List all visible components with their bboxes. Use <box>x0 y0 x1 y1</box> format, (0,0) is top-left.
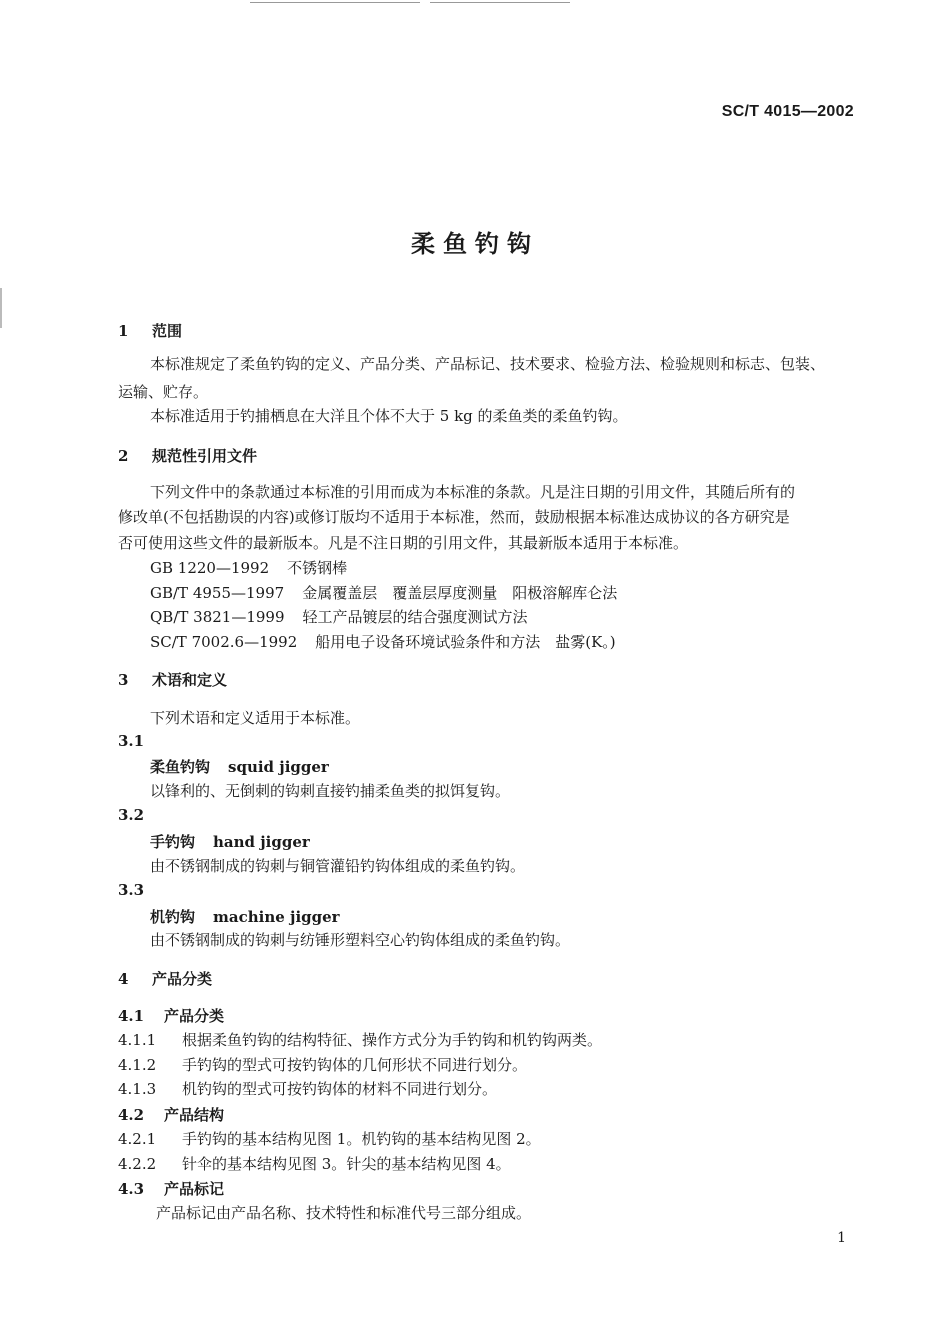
reference-title: 船用电子设备环境试验条件和方法 盐雾(K。) <box>315 633 616 651</box>
clause-text: 机钓钩的型式可按钓钩体的材料不同进行划分。 <box>182 1080 498 1098</box>
term-definition: 以锋利的、无倒刺的钩刺直接钓捕柔鱼类的拟饵复钩。 <box>150 782 511 800</box>
section-title: 规范性引用文件 <box>152 447 258 465</box>
clause-4-1-1 <box>118 1029 602 1050</box>
clause-4-2-1 <box>118 1128 541 1149</box>
term-number: 3.3 <box>118 881 145 899</box>
clause-4-1-3 <box>118 1078 497 1099</box>
subsection-heading <box>118 1005 224 1026</box>
section-number: 1 <box>118 322 129 340</box>
reference-title: 不锈钢棒 <box>287 559 348 577</box>
section-title: 术语和定义 <box>152 671 228 689</box>
scan-artifact-mark <box>0 288 2 328</box>
reference-code: GB 1220—1992 <box>150 559 270 577</box>
subsection-number: 4.1 <box>118 1007 145 1025</box>
term-en: hand jigger <box>213 833 310 851</box>
term-en: machine jigger <box>213 908 340 926</box>
clause-number: 4.1.2 <box>118 1056 157 1074</box>
section-3-intro: 下列术语和定义适用于本标准。 <box>150 709 361 727</box>
standard-code: SC/T 4015—2002 <box>721 103 854 120</box>
clause-text: 手钓钩的型式可按钓钩体的几何形状不同进行划分。 <box>182 1056 528 1074</box>
term-definition: 由不锈钢制成的钩刺与纺锤形塑料空心钓钩体组成的柔鱼钓钩。 <box>150 931 571 949</box>
section-4-heading <box>118 968 212 989</box>
section-1-heading <box>118 320 182 341</box>
term-heading <box>150 906 340 927</box>
clause-number: 4.1.3 <box>118 1080 157 1098</box>
term-number: 3.1 <box>118 732 145 750</box>
reference-item <box>150 631 616 652</box>
section-title: 范围 <box>152 322 183 340</box>
section-2-para-line2: 修改单(不包括勘误的内容)或修订版均不适用于本标准，然而，鼓励根据本标准达成协议的各方研究是 <box>118 508 790 526</box>
clause-4-3-text: 产品标记由产品名称、技术特性和标准代号三部分组成。 <box>156 1204 532 1222</box>
term-heading <box>150 756 329 777</box>
subsection-title: 产品结构 <box>164 1106 225 1124</box>
subsection-title: 产品分类 <box>164 1007 225 1025</box>
reference-item <box>150 582 617 603</box>
term-cn: 柔鱼钓钩 <box>150 758 211 776</box>
section-number: 2 <box>118 447 129 465</box>
term-heading <box>150 831 310 852</box>
section-2-para-line3: 否可使用这些文件的最新版本。凡是不注日期的引用文件，其最新版本适用于本标准。 <box>118 534 689 552</box>
subsection-number: 4.2 <box>118 1106 145 1124</box>
section-2-para-line1: 下列文件中的条款通过本标准的引用而成为本标准的条款。凡是注日期的引用文件，其随后所有的 <box>150 483 796 501</box>
subsection-heading <box>118 1104 224 1125</box>
section-title: 产品分类 <box>152 970 213 988</box>
clause-number: 4.1.1 <box>118 1031 157 1049</box>
section-1-para2: 本标准适用于钓捕栖息在大洋且个体不大于 5 kg 的柔鱼类的柔鱼钓钩。 <box>150 407 628 425</box>
reference-code: QB/T 3821—1999 <box>150 608 285 626</box>
term-number: 3.2 <box>118 806 145 824</box>
clause-4-2-2 <box>118 1153 511 1174</box>
clause-text: 手钓钩的基本结构见图 1。机钓钩的基本结构见图 2。 <box>182 1130 541 1148</box>
section-3-heading <box>118 669 227 690</box>
reference-title: 金属覆盖层 覆盖层厚度测量 阳极溶解库仑法 <box>302 584 618 602</box>
reference-title: 轻工产品镀层的结合强度测试方法 <box>302 608 528 626</box>
section-number: 4 <box>118 970 129 988</box>
clause-text: 针伞的基本结构见图 3。针尖的基本结构见图 4。 <box>182 1155 511 1173</box>
section-1-para1-line2: 运输、贮存。 <box>118 383 209 401</box>
scan-artifact-line <box>250 2 420 3</box>
page-number: 1 <box>837 1230 846 1246</box>
term-cn: 手钓钩 <box>150 833 196 851</box>
reference-item <box>150 557 347 578</box>
term-cn: 机钓钩 <box>150 908 196 926</box>
clause-text: 根据柔鱼钓钩的结构特征、操作方式分为手钓钩和机钓钩两类。 <box>182 1031 603 1049</box>
clause-number: 4.2.1 <box>118 1130 157 1148</box>
reference-code: SC/T 7002.6—1992 <box>150 633 298 651</box>
document-title: 柔鱼钓钩 <box>411 229 539 258</box>
scan-artifact-line <box>430 2 570 3</box>
section-number: 3 <box>118 671 129 689</box>
subsection-number: 4.3 <box>118 1180 145 1198</box>
clause-4-1-2 <box>118 1054 527 1075</box>
subsection-title: 产品标记 <box>164 1180 225 1198</box>
section-2-heading <box>118 445 257 466</box>
clause-number: 4.2.2 <box>118 1155 157 1173</box>
section-1-para1-line1: 本标准规定了柔鱼钓钩的定义、产品分类、产品标记、技术要求、检验方法、检验规则和标志、包装、 <box>150 355 826 373</box>
term-en: squid jigger <box>228 758 329 776</box>
subsection-heading <box>118 1178 224 1199</box>
term-definition: 由不锈钢制成的钩刺与铜管灌铅钓钩体组成的柔鱼钓钩。 <box>150 857 526 875</box>
reference-item <box>150 606 528 627</box>
reference-code: GB/T 4955—1997 <box>150 584 285 602</box>
